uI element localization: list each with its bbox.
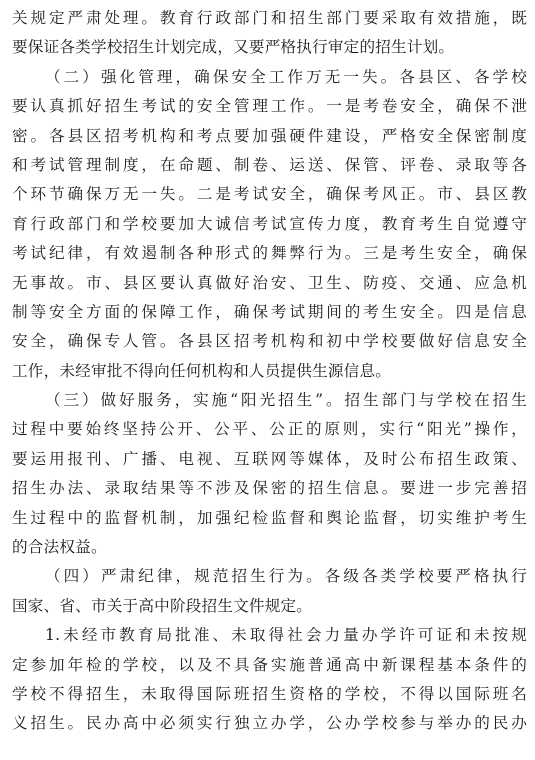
text-line: 定参加年检的学校，以及不具备实施普通高中新课程基本条件的 [12,655,527,674]
text-line: （三）做好服务，实施“阳光招生”。招生部门与学校在招生 [45,391,527,410]
text-line: 1.未经市教育局批准、未取得社会力量办学许可证和未按规 [45,626,527,645]
text-line: 的合法权益。 [12,538,107,557]
text-line: 工作，未经审批不得向任何机构和人员提供生源信息。 [12,361,392,380]
text-line: 要运用报刊、广播、电视、互联网等媒体，及时公布招生政策、 [12,449,527,468]
text-line: 和考试管理制度，在命题、制卷、运送、保管、评卷、录取等各 [12,155,527,174]
text-line: 无事故。市、县区要认真做好治安、卫生、防疫、交通、应急机 [12,273,527,292]
text-line: 国家、省、市关于高中阶段招生文件规定。 [12,596,313,615]
text-line: 考试纪律，有效遏制各种形式的舞弊行为。三是考生安全，确保 [12,244,527,263]
text-line: 过程中要始终坚持公开、公平、公正的原则，实行“阳光”操作， [12,420,527,439]
text-line: （二）强化管理，确保安全工作万无一失。各县区、各学校 [45,67,527,86]
text-line: 育行政部门和学校要加大诚信考试宣传力度，教育考生自觉遵守 [12,214,527,233]
text-line: 招生办法、录取结果等不涉及保密的招生信息。要进一步完善招 [12,479,527,498]
text-line: 安全，确保专人管。各县区招考机构和初中学校要做好信息安全 [12,332,527,351]
text-line: 要认真抓好招生考试的安全管理工作。一是考卷安全，确保不泄 [12,97,527,116]
text-line: 个环节确保万无一失。二是考试安全，确保考风正。市、县区教 [12,185,527,204]
text-line: 生过程中的监督机制，加强纪检监督和舆论监督，切实维护考生 [12,508,527,527]
text-line: 制等安全方面的保障工作，确保考试期间的考生安全。四是信息 [12,302,527,321]
text-line: 学校不得招生，未取得国际班招生资格的学校，不得以国际班名 [12,684,527,703]
text-line: （四）严肃纪律，规范招生行为。各级各类学校要严格执行 [45,567,527,586]
text-line: 要保证各类学校招生计划完成，又要严格执行审定的招生计划。 [12,38,455,57]
text-line: 关规定严肃处理。教育行政部门和招生部门要采取有效措施，既 [12,9,527,27]
text-line: 密。各县区招考机构和考点要加强硬件建设，严格安全保密制度 [12,126,527,145]
text-line: 义招生。民办高中必须实行独立办学，公办学校参与举办的民办 [12,714,527,733]
